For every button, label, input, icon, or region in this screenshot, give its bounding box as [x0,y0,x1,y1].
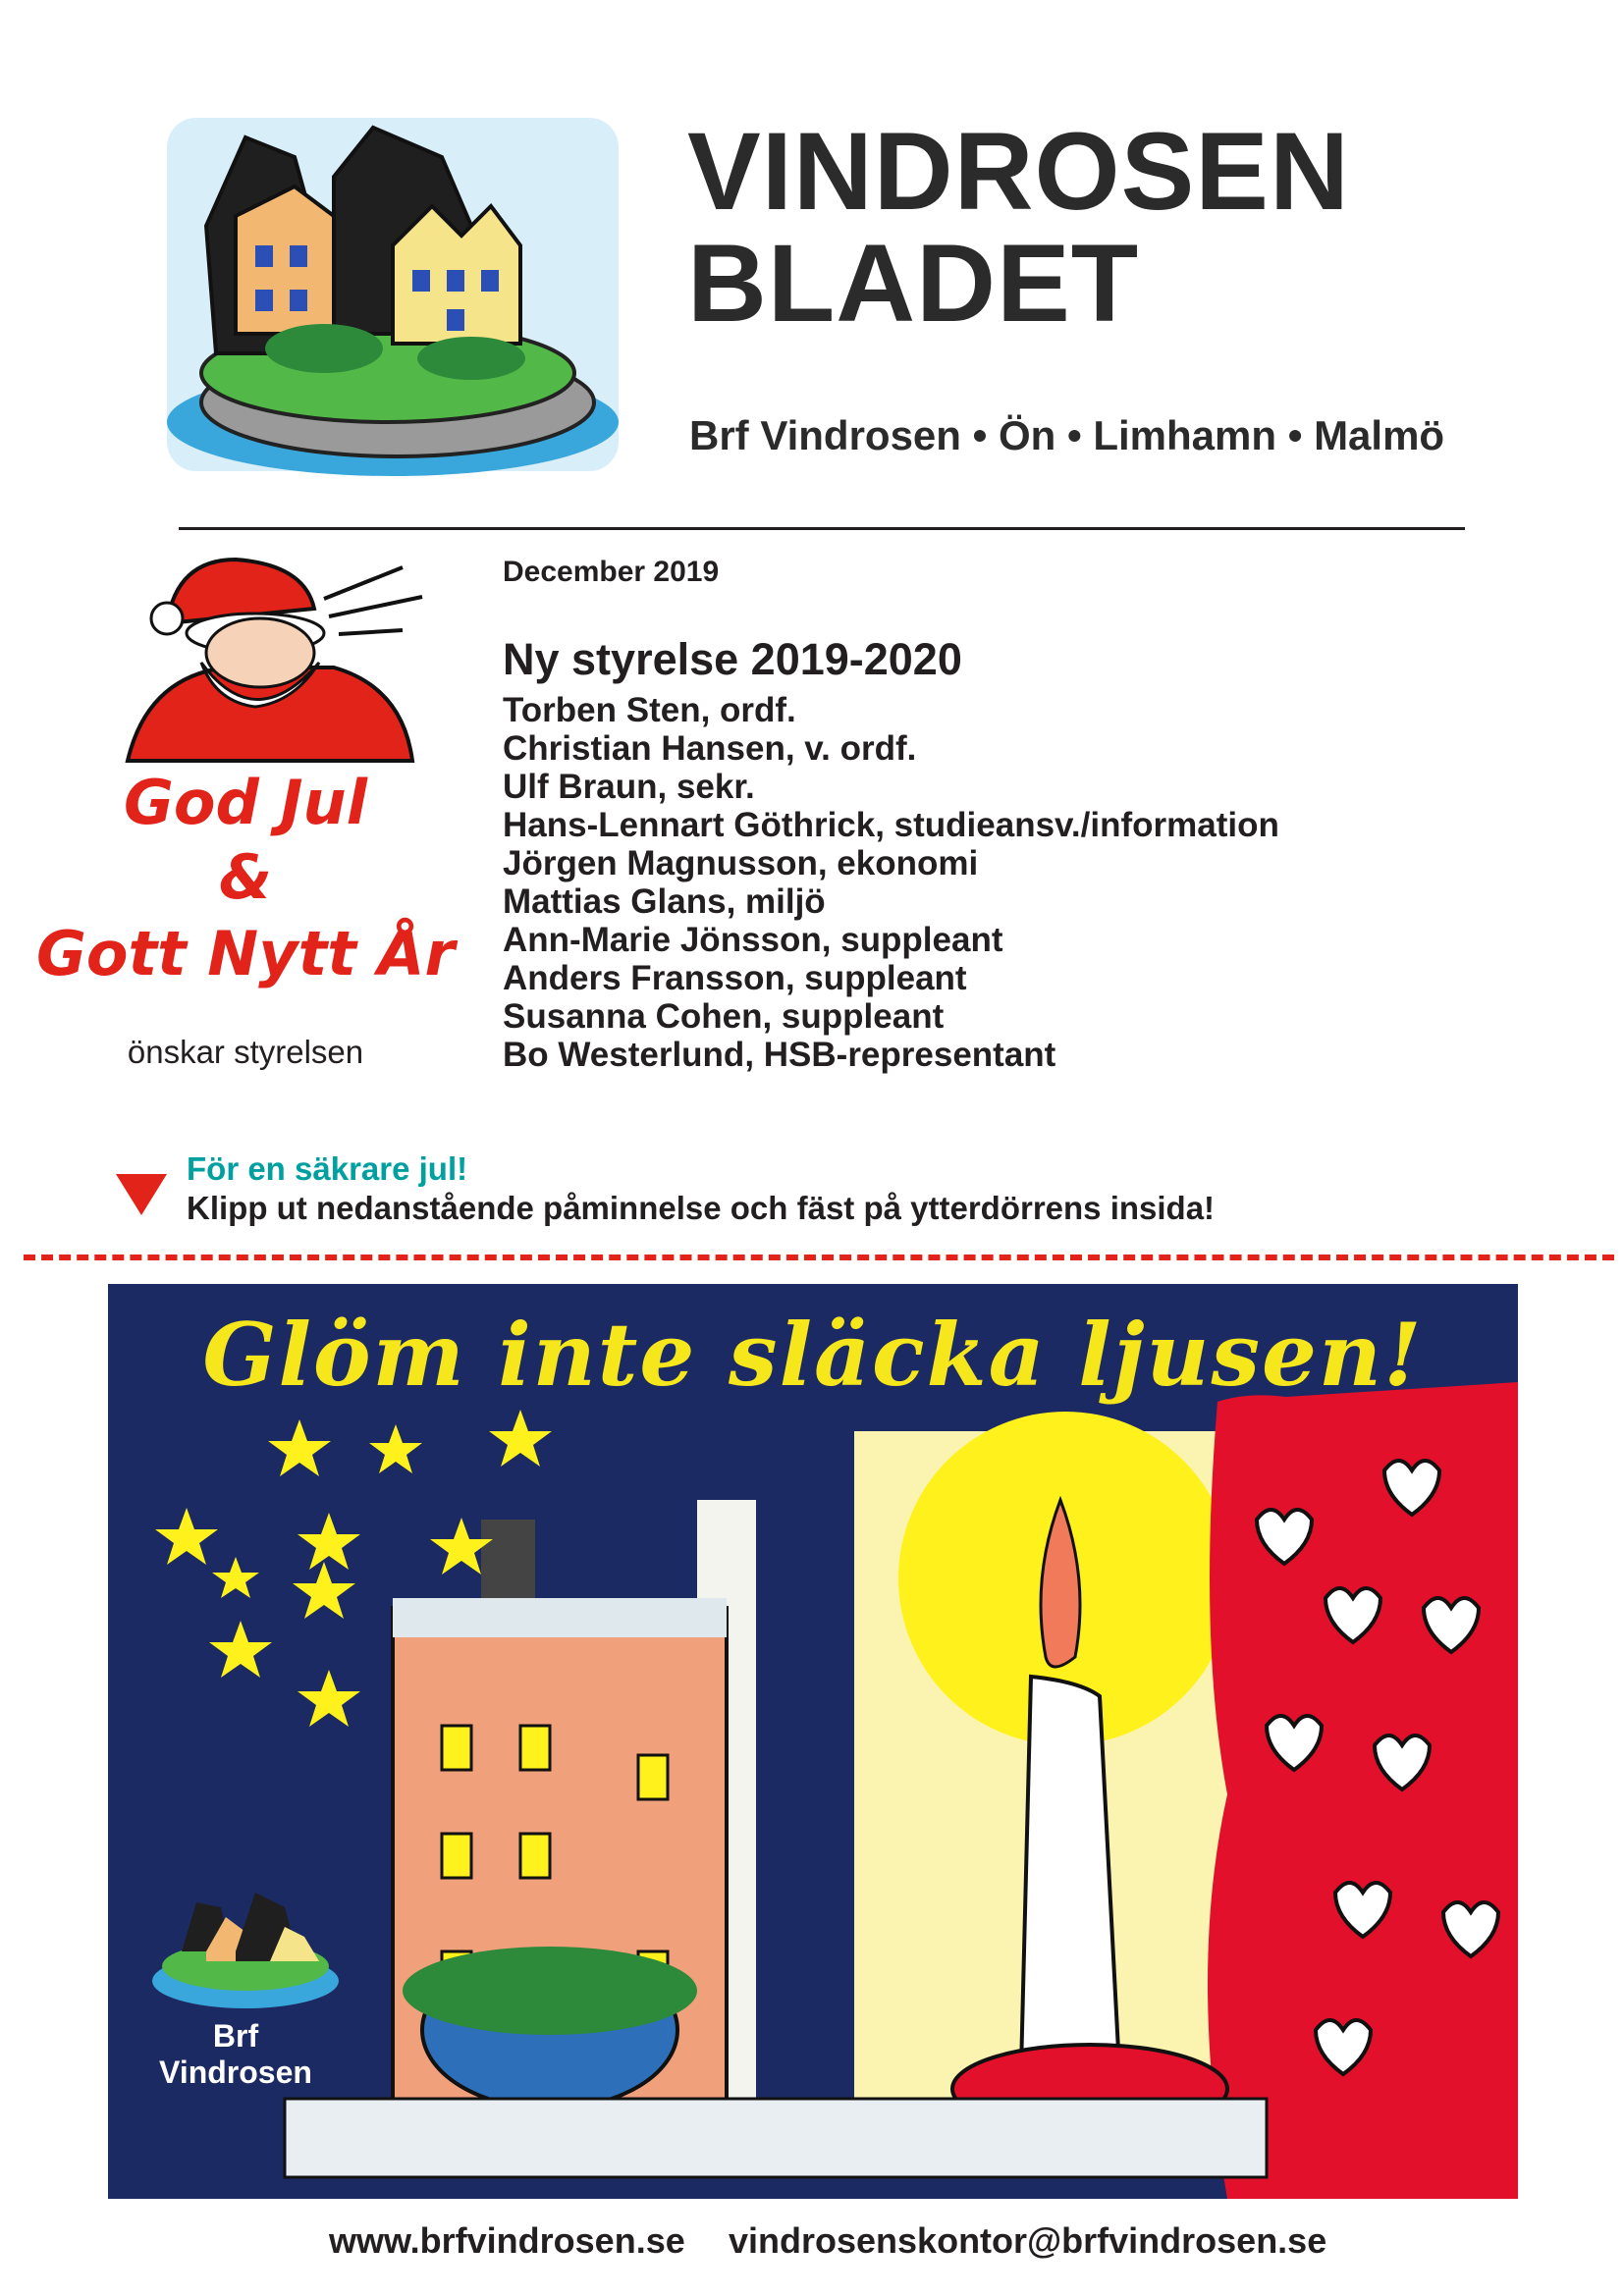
cut-line [24,1255,1614,1260]
greeting-line3: Gott Nytt År [35,918,456,989]
candle-reminder-poster [108,1284,1518,2199]
greeting-signature: önskar styrelsen [127,1034,364,1070]
greeting-line1: God Jul [124,767,367,838]
board-heading: Ny styrelse 2019-2020 [503,634,962,684]
board-member: Jörgen Magnusson, ekonomi [503,844,979,882]
poster-logo-label: Brf Vindrosen [159,2018,312,2090]
masthead-subtitle: Brf Vindrosen • Ön • Limhamn • Malmö [689,412,1445,458]
board-member-list [503,691,1279,1074]
masthead-title [687,110,1350,345]
masthead-title-line2: BLADET [687,222,1140,345]
masthead-title-line1: VINDROSEN [687,110,1350,233]
footer-email-link[interactable]: vindrosenskontor@brfvindrosen.se [729,2220,1327,2261]
board-member: Anders Fransson, suppleant [503,959,967,997]
board-member: Bo Westerlund, HSB-representant [503,1036,1056,1074]
issue-date: December 2019 [503,556,720,588]
vindrosen-logo-illustration [147,98,638,501]
board-member: Hans-Lennart Göthrick, studieansv./information [503,806,1279,844]
santa-illustration [108,540,442,766]
down-arrow-icon [116,1174,167,1215]
board-member: Susanna Cohen, suppleant [503,997,945,1036]
christmas-greeting [29,766,461,993]
poster-logo-icon [152,1893,339,2008]
footer-website-link[interactable]: www.brfvindrosen.se [329,2220,685,2261]
board-member: Mattias Glans, miljö [503,882,826,921]
header-divider [179,527,1465,530]
board-member: Ulf Braun, sekr. [503,768,755,806]
board-member: Torben Sten, ordf. [503,691,796,729]
greeting-line2: & [218,841,273,913]
board-member: Christian Hansen, v. ordf. [503,729,917,768]
poster-title: Glöm inte släcka ljusen! [202,1304,1424,1406]
reminder-text: Klipp ut nedanstående påminnelse och fäst på ytterdörrens insida! [187,1190,1216,1226]
board-member: Ann-Marie Jönsson, suppleant [503,921,1003,959]
reminder-title: För en säkrare jul! [187,1150,468,1187]
